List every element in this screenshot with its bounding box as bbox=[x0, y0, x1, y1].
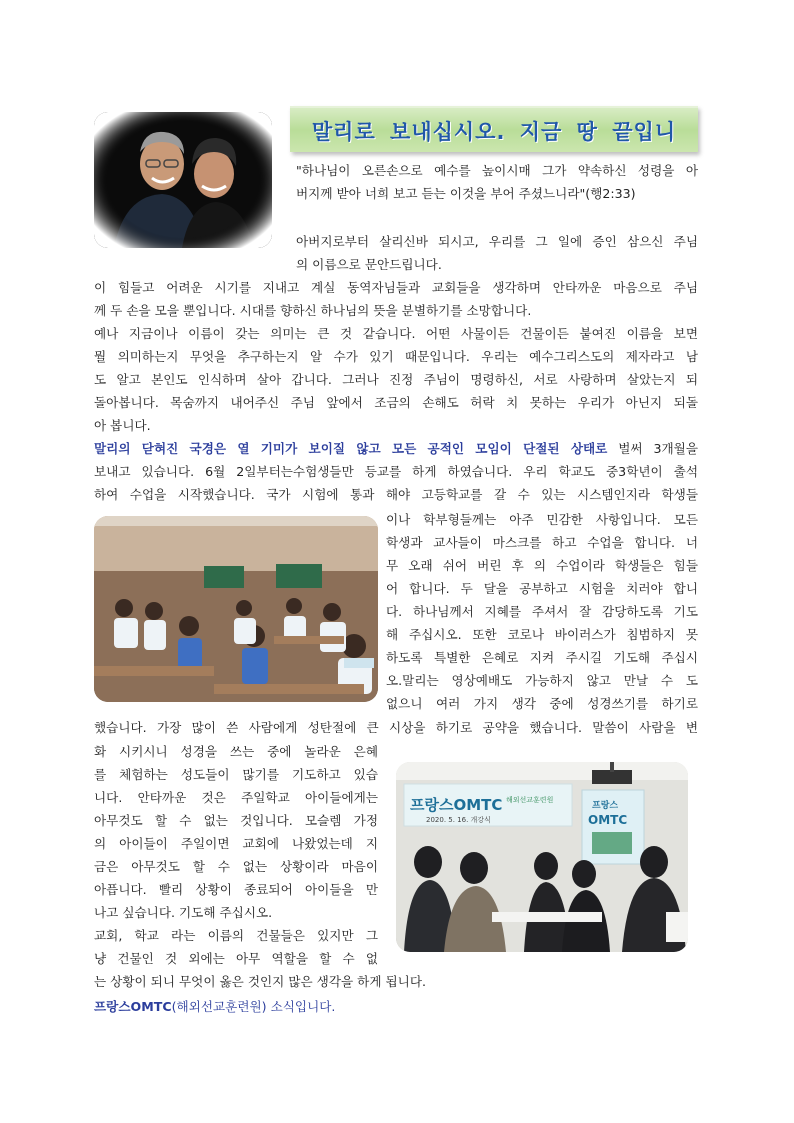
paragraph-line: 화 시키시니 성경을 쓰는 중에 놀라운 은혜 bbox=[94, 744, 378, 759]
paragraph-line: 해 주십시오. 또한 코로나 바이러스가 침범하지 못 bbox=[386, 627, 698, 642]
svg-text:해외선교훈련원: 해외선교훈련원 bbox=[506, 796, 554, 804]
footer-line bbox=[94, 995, 698, 1018]
paragraph-line: 무 오래 쉬어 버린 후 의 수업이라 학생들은 힘들 bbox=[386, 558, 698, 573]
paragraph-line: 나고 싶습니다. 기도해 주십시오. bbox=[94, 905, 273, 920]
paragraph-line: 아 봅니다. bbox=[94, 418, 151, 433]
footer-org: 프랑스OMTC bbox=[94, 999, 172, 1014]
paragraph-line: 교회, 학교 라는 이름의 건물들은 있지만 그 bbox=[94, 928, 378, 943]
paragraph-line: 학생과 교사들이 마스크를 하고 수업을 합니다. 너 bbox=[386, 535, 698, 550]
paragraph-line: 어 합니다. 두 달을 공부하고 시험을 치러야 합니 bbox=[386, 581, 698, 596]
paragraph-line: 도 알고 본인도 인식하며 살아 갑니다. 그러나 진정 주님이 명령하신, 서로 사랑하며 살았는지 되 bbox=[94, 372, 698, 387]
paragraph-line: 보내고 있습니다. 6월 2일부터는수험생들만 등교를 하게 하였습니다. 우리 학교도 중3학년이 출석 bbox=[94, 464, 698, 479]
paragraph-line: 를 체험하는 성도들이 많기를 기도하고 있습 bbox=[94, 767, 378, 782]
title-banner bbox=[290, 106, 698, 152]
classroom-photo bbox=[94, 516, 378, 702]
highlight-line bbox=[94, 437, 698, 460]
paragraph-line: 돌아봅니다. 목숨까지 내어주신 주님 앞에서 조금의 손해도 허락 치 못하는 우리가 아닌지 되돌 bbox=[94, 395, 698, 410]
paragraph-line: 냥 건물인 것 외에는 아무 역할을 할 수 없 bbox=[94, 951, 378, 966]
paragraph-line: 의 아이들이 주일이면 교회에 나왔었는데 지 bbox=[94, 836, 378, 851]
page-title: 말리로 보내십시오. 지금 땅 끝입니 bbox=[311, 120, 677, 144]
paragraph-line: 했습니다. 가장 많이 쓴 사람에게 성탄절에 큰 시상을 하기로 공약을 했습니다. 말씀이 사람을 변 bbox=[94, 720, 698, 735]
greeting-line-1: 아버지로부터 살리신바 되시고, 우리를 그 일에 증인 삼으신 주님 bbox=[296, 234, 698, 249]
paragraph-line: 는 상황이 되니 무엇이 옳은 것인지 많은 생각을 하게 됩니다. bbox=[94, 974, 427, 989]
verse-line-2: 버지께 받아 너희 보고 듣는 이것을 부어 주셨느니라"(행2:33) bbox=[296, 186, 636, 201]
omtc-meeting-photo bbox=[396, 762, 688, 952]
banner-main-text: 프랑스OMTC bbox=[410, 796, 503, 814]
paragraph-line: 아무것도 할 수 없는 것입니다. 모슬렘 가정 bbox=[94, 813, 378, 828]
paragraph-line: 예나 지금이나 이름이 갖는 의미는 큰 것 같습니다. 어떤 사물이든 건물이든 붙여진 이름을 보면 bbox=[94, 326, 698, 341]
paragraph-line: 다. 하나님께서 지혜를 주셔서 잘 감당하도록 기도 bbox=[386, 604, 698, 619]
paragraph-line: 금은 아무것도 할 수 없는 상황이라 마음이 bbox=[94, 859, 378, 874]
paragraph-line: 아픕니다. 빨리 상황이 종료되어 아이들을 만 bbox=[94, 882, 378, 897]
banner-side-2: OMTC bbox=[588, 813, 628, 827]
paragraph-line: 하도록 특별한 은혜로 지켜 주시길 기도해 주십시 bbox=[386, 650, 698, 665]
paragraph-line: 이 힘들고 어려운 시기를 지내고 계실 동역자님들과 교회들을 생각하며 안타까운 마음으로 주님 bbox=[94, 280, 698, 295]
highlight-line-rest: 벌써 3개월을 bbox=[607, 441, 698, 456]
greeting-line-2: 의 이름으로 문안드립니다. bbox=[296, 257, 442, 272]
verse-line-1: "하나님이 오른손으로 예수를 높이시매 그가 약속하신 성령을 아 bbox=[296, 163, 698, 178]
paragraph-line: 뭘 의미하는지 무엇을 추구하는지 알 수가 있기 때문입니다. 우리는 예수그리스도의 제자라고 남 bbox=[94, 349, 698, 364]
footer-rest: (해외선교훈련원) 소식입니다. bbox=[171, 999, 336, 1014]
highlight-text: 말리의 닫혀진 국경은 열 기미가 보이질 않고 모든 공적인 모임이 단절된 상태로 bbox=[94, 441, 608, 456]
paragraph-line: 오.말리는 영상예배도 가능하지 않고 만날 수 도 bbox=[386, 673, 698, 688]
couple-photo bbox=[94, 112, 272, 248]
paragraph-line: 없으니 여러 가지 생각 중에 성경쓰기를 하기로 bbox=[386, 696, 698, 711]
paragraph-line: 께 두 손을 모을 뿐입니다. 시대를 향하신 하나님의 뜻을 분별하기를 소망합니다. bbox=[94, 303, 532, 318]
paragraph-line: 니다. 안타까운 것은 주일학교 아이들에게는 bbox=[94, 790, 378, 805]
paragraph-line: 하여 수업을 시작했습니다. 국가 시험에 통과 해야 고등학교를 갈 수 있는 시스템인지라 학생들 bbox=[94, 487, 698, 502]
banner-side-1: 프랑스 bbox=[592, 801, 619, 811]
paragraph-line: 이나 학부형들께는 아주 민감한 사항입니다. 모든 bbox=[386, 512, 698, 527]
banner-date-text: 2020. 5. 16. 개강식 bbox=[426, 816, 491, 824]
